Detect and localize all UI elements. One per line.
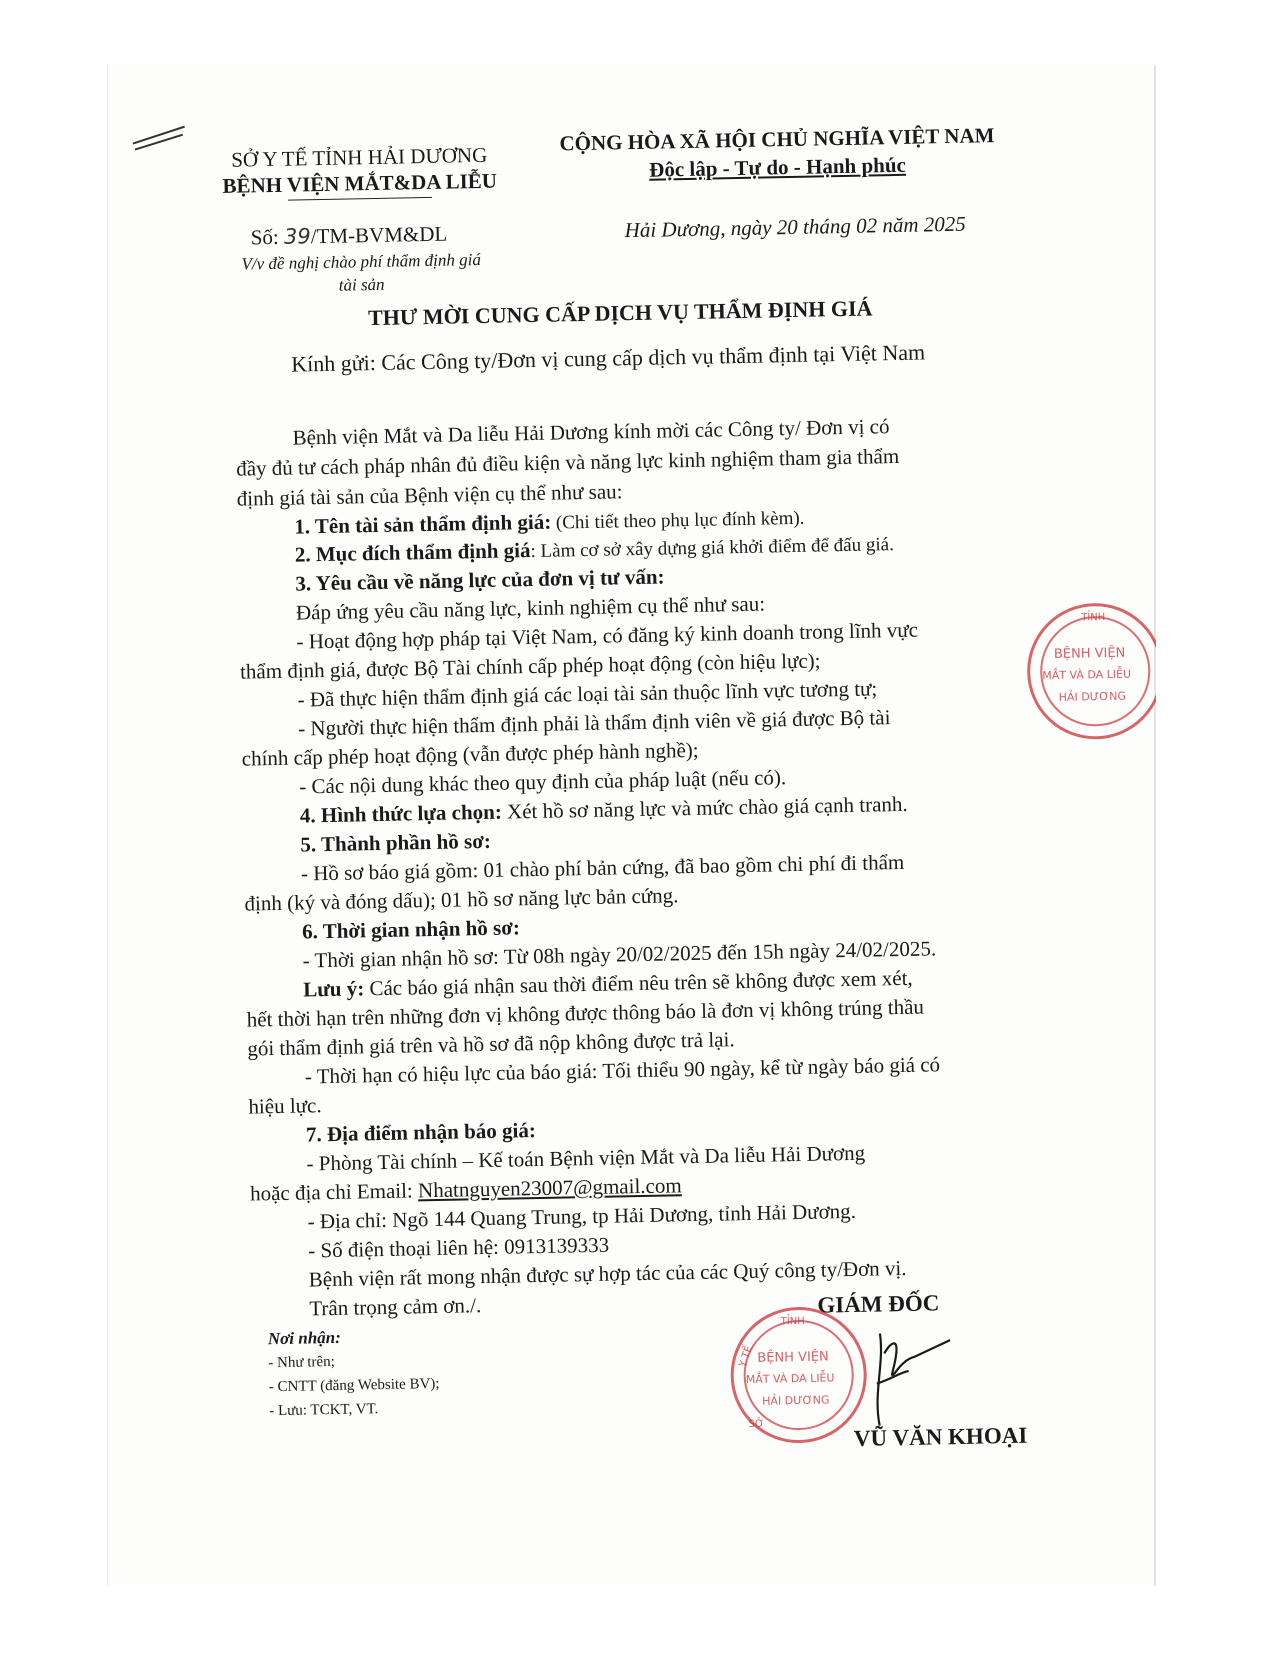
section-5-line-2: định (ký và đóng dấu); 01 hồ sơ năng lực bản cứng. (244, 883, 679, 916)
section-7-line-3: - Địa chỉ: Ngõ 144 Quang Trung, tp Hải Dương, tỉnh Hải Dương. (307, 1198, 857, 1234)
seal-line-3: HẢI DƯƠNG (762, 1393, 830, 1408)
section-7-heading: 7. Địa điểm nhận báo giá: (305, 1118, 537, 1147)
subject-line-1: V/v đề nghị chào phí thẩm định giá (241, 249, 482, 274)
note-text: Các báo giá nhận sau thời điểm nêu trên sẽ không được xem xét, (363, 965, 913, 1001)
national-motto: Độc lập - Tự do - Hạnh phúc (648, 152, 907, 182)
section-3-heading: 3. Yêu cầu về năng lực của đơn vị tư vấn: (295, 564, 665, 596)
section-4-number: 4. (299, 803, 316, 828)
section-3-line-6: chính cấp phép hoạt động (vẫn được phép hành nghề); (241, 737, 699, 771)
document-title: THƯ MỜI CUNG CẤP DỊCH VỤ THẨM ĐỊNH GIÁ (367, 295, 873, 331)
section-1-text: (Chi tiết theo phụ lục đính kèm). (551, 507, 805, 534)
signature-icon (850, 1312, 962, 1434)
seal-line-1: BỆNH VIỆN (757, 1349, 829, 1366)
issuing-hospital: BỆNH VIỆN MẮT&DA LIỄU (222, 168, 498, 198)
closing-line-2: Trân trọng cảm ơn./. (309, 1293, 482, 1321)
section-5-line-1: - Hồ sơ báo giá gồm: 01 chào phí bản cứng, đã bao gồm chi phí đi thẩm (300, 849, 905, 886)
seal-line-2: MẮT VÀ DA LIỄU (745, 1371, 835, 1387)
document-date: Hải Dương, ngày 20 tháng 02 năm 2025 (624, 211, 966, 243)
recipient-item: - Lưu: TCKT, VT. (269, 1401, 379, 1420)
edge-seal (1026, 602, 1165, 741)
number-prefix: Số: (250, 224, 279, 250)
section-6-line-6: hiệu lực. (248, 1093, 322, 1119)
closing-line-1: Bệnh viện rất mong nhận được sự hợp tác của các Quý công ty/Đơn vị. (308, 1255, 907, 1292)
section-2-heading: 2. Mục đích thẩm định giá (294, 538, 531, 567)
section-7-line-4: - Số điện thoại liên hệ: 0913139333 (307, 1232, 610, 1263)
note-heading: Lưu ý: (302, 976, 365, 1002)
section-6-line-5: - Thời hạn có hiệu lực của báo giá: Tối thiểu 90 ngày, kể từ ngày báo giá có (304, 1052, 941, 1089)
paper-margin-right (1156, 0, 1275, 1650)
section-4-text: Xét hồ sơ năng lực và mức chào giá cạnh tranh. (501, 791, 908, 824)
section-2-text: : Làm cơ sở xây dựng giá khởi điểm để đấu giá. (530, 534, 895, 563)
recipient-line: Kính gửi: Các Công ty/Đơn vị cung cấp dịch vụ thẩm định tại Việt Nam (290, 339, 926, 377)
section-4-heading: Hình thức lựa chọn: (320, 799, 503, 828)
section-6-line-1: - Thời gian nhận hồ sơ: Từ 08h ngày 20/02/2025 đến 15h ngày 24/02/2025. (302, 936, 937, 973)
section-7-line-1: - Phòng Tài chính – Kế toán Bệnh viện Mắt và Da liễu Hải Dương (306, 1140, 866, 1176)
national-title: CỘNG HÒA XÃ HỘI CHỦ NGHĨA VIỆT NAM (559, 123, 995, 156)
intro-line-1: Bệnh viện Mắt và Da liễu Hải Dương kính mời các Công ty/ Đơn vị có (292, 414, 890, 450)
section-3-line-3: thẩm định giá, được Bộ Tài chính cấp phép hoạt động (còn hiệu lực); (239, 648, 821, 684)
edge-seal-line-1: BỆNH VIỆN (1053, 645, 1126, 663)
section-5-heading: 5. Thành phần hồ sơ: (300, 828, 492, 857)
seal-top-text: TỈNH (780, 1315, 805, 1328)
header-left-rule (288, 197, 432, 201)
seal-left-text: Y TẾ (737, 1344, 755, 1369)
section-3-line-1: Đáp ứng yêu cầu năng lực, kinh nghiệm cụ thể như sau: (295, 591, 766, 625)
email-link[interactable]: Nhatnguyen23007@gmail.com (417, 1173, 682, 1203)
document-number (251, 222, 448, 251)
recipient-item: - CNTT (đăng Website BV); (268, 1375, 440, 1396)
issuing-authority: SỞ Y TẾ TỈNH HẢI DƯƠNG (231, 142, 488, 172)
edge-seal-line-3: HẢI DƯƠNG (1058, 689, 1127, 704)
intro-line-2: đầy đủ tư cách pháp nhân đủ điều kiện và năng lực kinh nghiệm tham gia thẩm (235, 443, 900, 481)
seal-bottom-text: SỞ (748, 1418, 765, 1431)
section-1-heading: 1. Tên tài sản thẩm định giá: (294, 509, 552, 539)
edge-seal-top-text: TỈNH (1081, 612, 1106, 624)
section-3-line-5: - Người thực hiện thẩm định phải là thẩm định viên về giá được Bộ tài (297, 705, 891, 741)
number-suffix: /TM-BVM&DL (310, 221, 448, 249)
pen-mark-icon (128, 121, 189, 152)
section-6-line-4: gói thẩm định giá trên và hồ sơ đã nộp không được trả lại. (247, 1027, 735, 1061)
intro-line-3: định giá tài sản của Bệnh viện cụ thể như sau: (236, 479, 623, 511)
subject-line-2: tài sản (338, 274, 385, 295)
section-6-heading: 6. Thời gian nhận hồ sơ: (301, 915, 521, 944)
section-3-line-4: - Đã thực hiện thẩm định giá các loại tài sản thuộc lĩnh vực tương tự; (297, 676, 878, 712)
signer-title: GIÁM ĐỐC (817, 1290, 940, 1318)
section-6-line-3: hết thời hạn trên những đơn vị không được thông báo là đơn vị không trúng thầu (246, 994, 925, 1032)
section-3-line-2: - Hoạt động hợp pháp tại Việt Nam, có đăng ký kinh doanh trong lĩnh vực (296, 617, 919, 654)
signer-name: VŨ VĂN KHOẠI (853, 1422, 1028, 1452)
recipients-title: Nơi nhận: (267, 1327, 341, 1349)
email-label: hoặc địa chỉ Email: (249, 1178, 419, 1206)
edge-seal-line-2: MẮT VÀ DA LIỄU (1042, 667, 1132, 683)
number-handwritten: 39 (283, 224, 311, 249)
official-seal (729, 1306, 868, 1445)
section-3-line-7: - Các nội dung khác theo quy định của pháp luật (nếu có). (299, 765, 787, 799)
recipient-item: - Như trên; (268, 1353, 335, 1372)
